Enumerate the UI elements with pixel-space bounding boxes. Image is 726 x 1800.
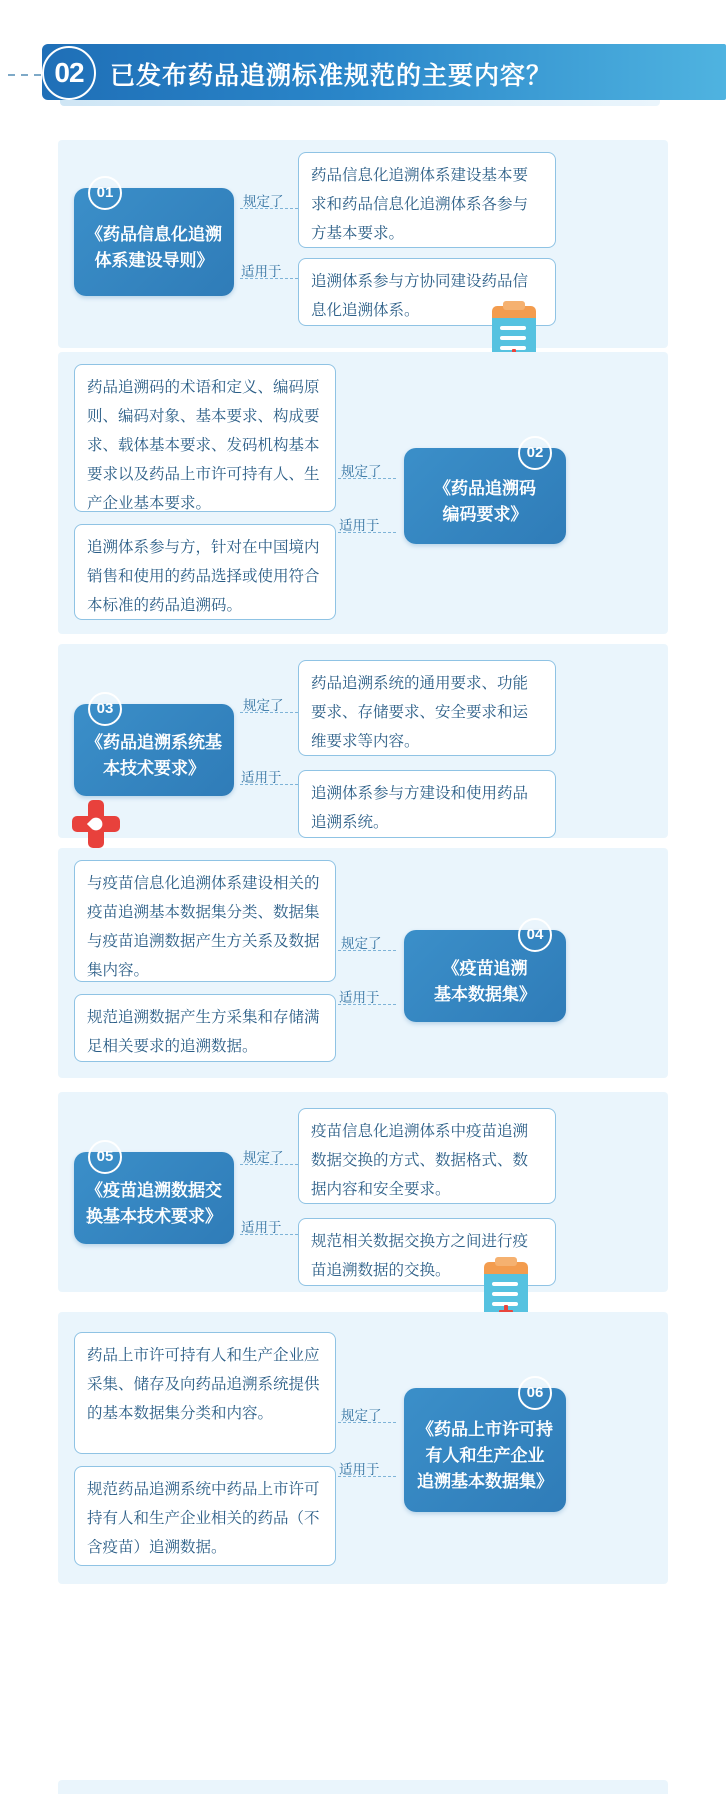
stipulates-card-02 <box>74 364 336 512</box>
standard-label-line3-06: 追溯基本数据集》 <box>417 1472 553 1491</box>
applies-card-04 <box>74 994 336 1062</box>
standard-label-line2-01: 体系建设导则》 <box>94 251 214 270</box>
connector-label-applies-01: 适用于 <box>241 264 282 279</box>
standard-label-line2-05: 换基本技术要求》 <box>86 1207 222 1226</box>
standard-label-line1-05: 《疫苗追溯数据交 <box>86 1181 222 1200</box>
connector-label-stipulates-02: 规定了 <box>341 464 382 479</box>
standard-label-line1-02: 《药品追溯码 <box>434 479 536 498</box>
standard-label-line2-06: 有人和生产企业 <box>425 1446 545 1465</box>
header-section-number: 02 <box>42 46 96 100</box>
stipulates-text-05: 疫苗信息化追溯体系中疫苗追溯数据交换的方式、数据格式、数据内容和安全要求。 <box>311 1123 529 1198</box>
applies-card-02 <box>74 524 336 620</box>
standard-label-text-02 <box>434 464 536 528</box>
stipulates-card-03 <box>298 660 556 756</box>
standard-label-05[interactable] <box>74 1148 234 1244</box>
connector-label-applies-06: 适用于 <box>339 1462 380 1477</box>
standard-label-line1-01: 《药品信息化追溯 <box>86 225 222 244</box>
stipulates-text-04: 与疫苗信息化追溯体系建设相关的疫苗追溯基本数据集分类、数据集与疫苗追溯数据产生方关系及数据集内容。 <box>87 875 320 979</box>
stipulates-card-01 <box>298 152 556 248</box>
page-title: 已发布药品追溯标准规范的主要内容？ <box>110 62 553 90</box>
standard-label-text-03 <box>86 718 222 782</box>
standard-label-line1-06: 《药品上市许可持 <box>417 1420 553 1439</box>
stipulates-text-03: 药品追溯系统的通用要求、功能要求、存储要求、安全要求和运维要求等内容。 <box>311 675 529 750</box>
standard-label-text-05 <box>86 1166 222 1230</box>
connector-label-applies-03: 适用于 <box>241 770 282 785</box>
header-bar-shadow <box>60 100 660 106</box>
connector-label-applies-04: 适用于 <box>339 990 380 1005</box>
stipulates-card-05 <box>298 1108 556 1204</box>
standard-label-03[interactable] <box>74 700 234 796</box>
medical-cross-icon <box>72 800 120 848</box>
applies-card-06 <box>74 1466 336 1566</box>
connector-label-applies-05: 适用于 <box>241 1220 282 1235</box>
standard-badge-03: 03 <box>88 692 122 726</box>
standard-badge-01: 01 <box>88 176 122 210</box>
applies-text-05: 规范相关数据交换方之间进行疫苗追溯数据的交换。 <box>311 1233 529 1279</box>
connector-label-stipulates-05: 规定了 <box>243 1150 284 1165</box>
standard-label-line1-03: 《药品追溯系统基 <box>86 733 222 752</box>
connector-label-applies-02: 适用于 <box>339 518 380 533</box>
standard-label-04[interactable] <box>404 926 566 1022</box>
standard-badge-05: 05 <box>88 1140 122 1174</box>
connector-label-stipulates-01: 规定了 <box>243 194 284 209</box>
standard-label-text-01 <box>86 210 222 274</box>
standard-label-02[interactable] <box>404 444 566 544</box>
stipulates-text-01: 药品信息化追溯体系建设基本要求和药品信息化追溯体系各参与方基本要求。 <box>311 167 529 242</box>
standard-label-01[interactable] <box>74 184 234 296</box>
standard-label-line2-02: 编码要求》 <box>442 505 528 524</box>
standard-badge-06: 06 <box>518 1376 552 1410</box>
connector-label-stipulates-03: 规定了 <box>243 698 284 713</box>
connector-label-stipulates-04: 规定了 <box>341 936 382 951</box>
applies-text-03: 追溯体系参与方建设和使用药品追溯系统。 <box>311 785 529 831</box>
standard-label-line2-03: 本技术要求》 <box>103 759 205 778</box>
standard-label-06[interactable] <box>404 1384 566 1512</box>
applies-card-03 <box>298 770 556 838</box>
standard-label-text-04 <box>434 944 536 1008</box>
standard-badge-02: 02 <box>518 436 552 470</box>
applies-text-06: 规范药品追溯系统中药品上市许可持有人和生产企业相关的药品（不含疫苗）追溯数据。 <box>87 1481 320 1556</box>
applies-text-02: 追溯体系参与方，针对在中国境内销售和使用的药品选择或使用符合本标准的药品追溯码。 <box>87 539 320 614</box>
stipulates-card-04 <box>74 860 336 982</box>
applies-text-01: 追溯体系参与方协同建设药品信息化追溯体系。 <box>311 273 529 319</box>
stipulates-text-02: 药品追溯码的术语和定义、编码原则、编码对象、基本要求、构成要求、载体基本要求、发码机构基本要求以及药品上市许可持有人、生产企业基本要求。 <box>87 379 320 512</box>
standard-label-line1-04: 《疫苗追溯 <box>442 959 528 978</box>
applies-text-04: 规范追溯数据产生方采集和存储满足相关要求的追溯数据。 <box>87 1009 320 1055</box>
connector-label-stipulates-06: 规定了 <box>341 1408 382 1423</box>
standard-label-text-06 <box>417 1405 553 1495</box>
bottom-panel-edge <box>58 1780 668 1794</box>
page-header <box>0 44 726 106</box>
standard-label-line2-04: 基本数据集》 <box>434 985 536 1004</box>
stipulates-card-06 <box>74 1332 336 1454</box>
standard-badge-04: 04 <box>518 918 552 952</box>
stipulates-text-06: 药品上市许可持有人和生产企业应采集、储存及向药品追溯系统提供的基本数据集分类和内容。 <box>87 1347 320 1422</box>
